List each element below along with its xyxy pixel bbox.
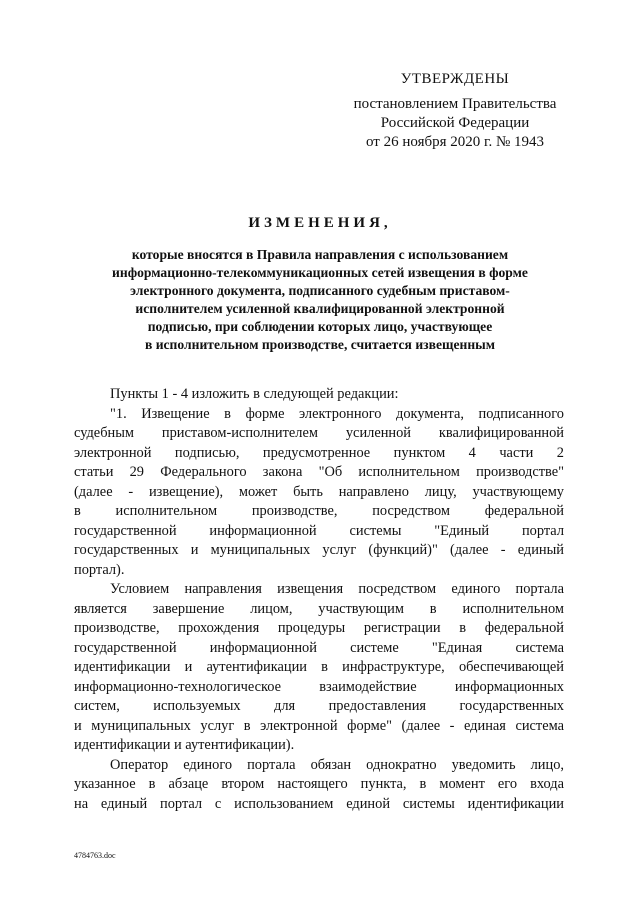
document-body (74, 385, 564, 814)
body-line: и муниципальных услуг в электронной форме" (далее - единая система (74, 717, 564, 734)
body-line: в исполнительном производстве, посредством федеральной (74, 503, 564, 519)
body-line: государственной информационной системы "Единый портал (74, 522, 564, 539)
body-line: идентификации и аутентификации в инфраструктуре, обеспечивающей (74, 659, 564, 675)
body-line: государственных и муниципальных услуг (функций)" (далее - единый (74, 542, 564, 558)
body-line: статьи 29 Федерального закона "Об исполнительном производстве" (74, 464, 564, 480)
body-line: портал). (74, 561, 125, 578)
subtitle-line: электронного документа, подписанного судебным приставом- (130, 283, 510, 298)
subtitle-line: подписью, при соблюдении которых лицо, участвующее (147, 319, 493, 334)
body-line: производстве, прохождения процедуры регистрации в федеральной (74, 620, 564, 636)
approval-line: от 26 ноября 2020 г. № 1943 (365, 134, 545, 150)
body-line: электронной подписью, предусмотренное пунктом 4 части 2 (74, 444, 564, 461)
body-line: Условием направления извещения посредством единого портала (110, 581, 564, 597)
subtitle-line: информационно-телекоммуникационных сетей извещения в форме (112, 265, 528, 280)
body-line: (далее - извещение), может быть направлено лицу, участвующему (74, 483, 564, 500)
body-line: на единый портал с использованием единой системы идентификации (74, 795, 564, 812)
body-line: судебным приставом-исполнителем усиленной квалифицированной (74, 425, 564, 441)
subtitle-line: которые вносятся в Правила направления с использованием (131, 247, 509, 262)
subtitle-line: исполнителем усиленной квалифицированной электронной (135, 301, 505, 316)
approval-line: Российской Федерации (380, 115, 530, 131)
body-line: идентификации и аутентификации). (74, 737, 295, 753)
file-name-footer: 4784763.doc (74, 851, 116, 860)
body-line: Оператор единого портала обязан однократно уведомить лицо, (110, 756, 564, 773)
body-line: государственной информационной системе "Единая система (74, 639, 564, 656)
subtitle-line: в исполнительном производстве, считается извещенным (144, 337, 496, 352)
document-title: ИЗМЕНЕНИЯ, (248, 215, 392, 231)
body-line: информационно-технологическое взаимодействие информационных (74, 678, 564, 695)
approval-heading: УТВЕРЖДЕНЫ (400, 71, 510, 87)
body-line: указанное в абзаце втором настоящего пункта, в момент его входа (74, 776, 564, 792)
body-line: является завершение лицом, участвующим в исполнительном (74, 600, 564, 617)
body-line: систем, используемых для предоставления государственных (74, 698, 564, 714)
body-line: Пункты 1 - 4 изложить в следующей редакции: (110, 386, 399, 402)
approval-line: постановлением Правительства (353, 96, 557, 112)
body-line: "1. Извещение в форме электронного документа, подписанного (110, 405, 564, 422)
approval-block (340, 70, 570, 152)
document-subtitle (80, 246, 560, 354)
